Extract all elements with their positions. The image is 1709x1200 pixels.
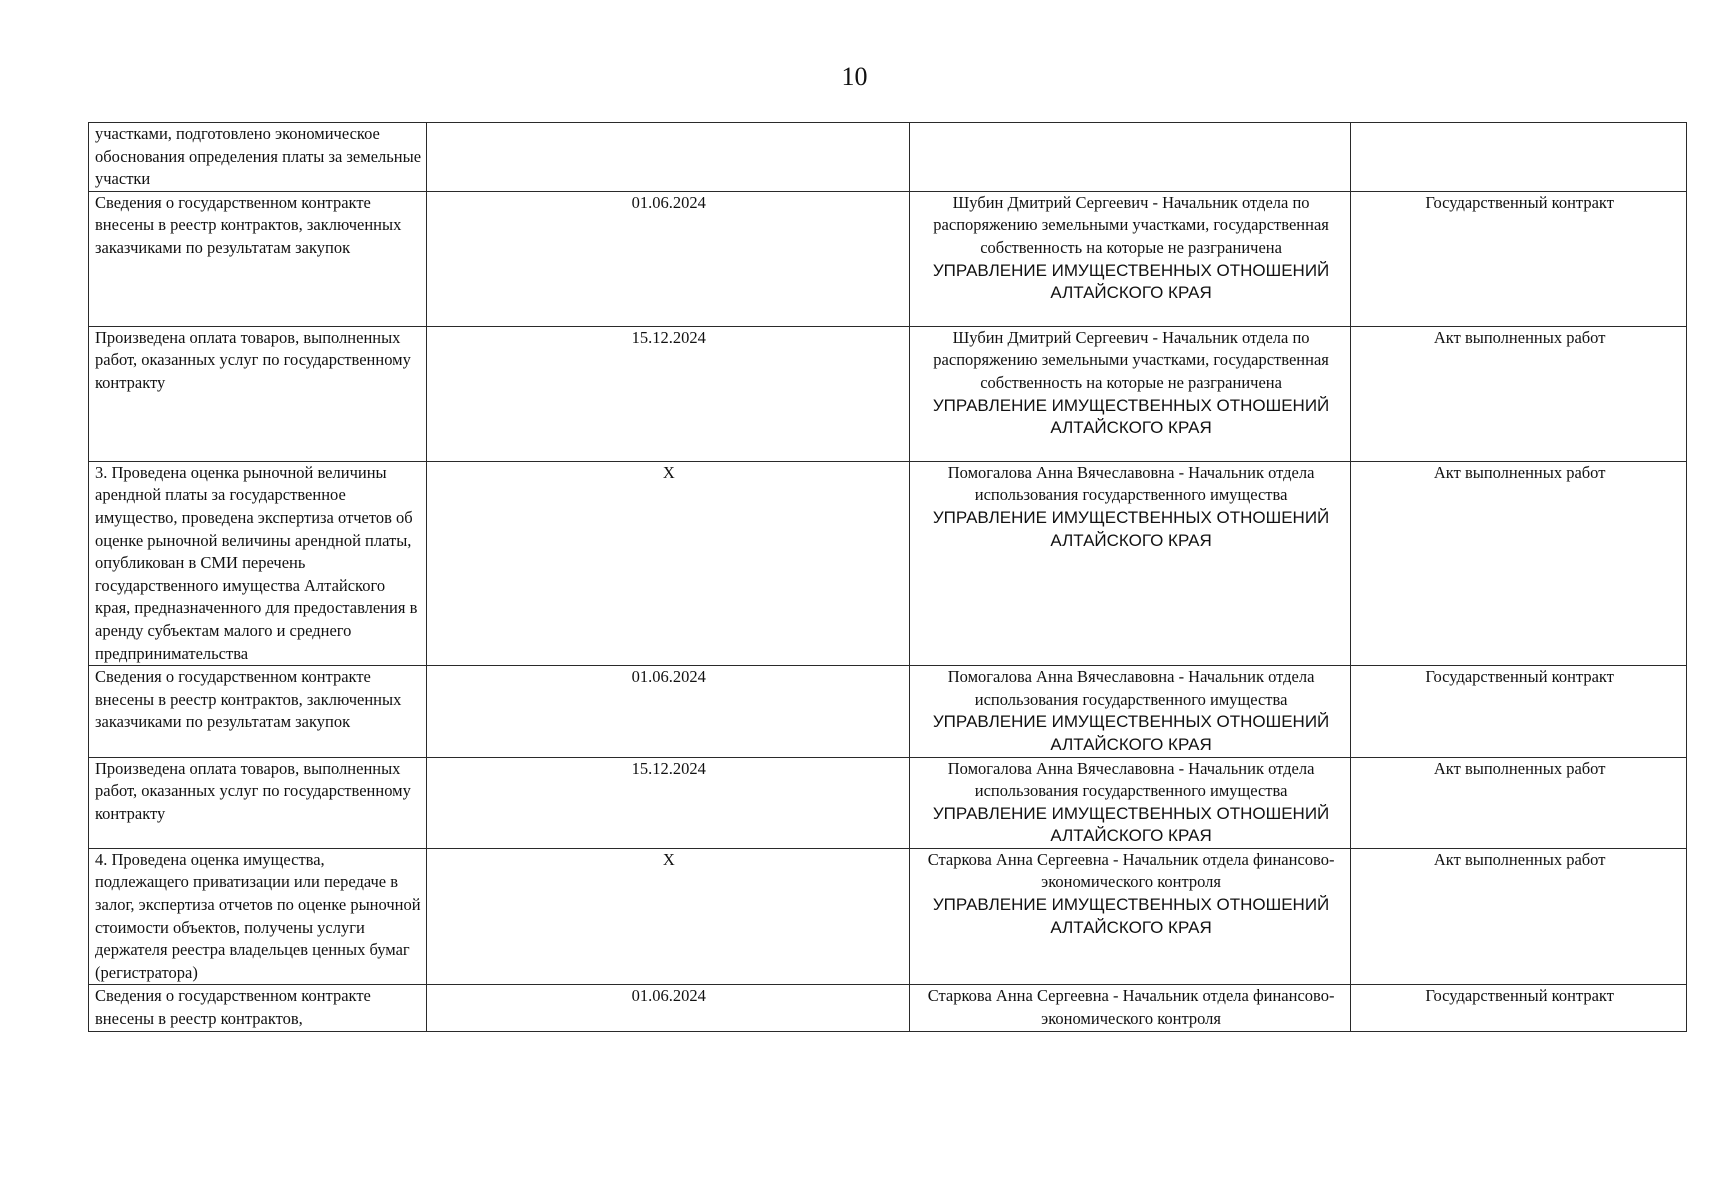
event-cell: 3. Проведена оценка рыночной величины арендной платы за государственное имущество, проведена экспертиза отчетов об оценке рыночной величины арендной платы, опубликован в СМИ перечень государственного имущества Алтайского края, предназначенного для предоставления в аренду субъектам малого и среднего предпринимательства — [89, 461, 427, 665]
date-cell: X — [426, 848, 909, 985]
document-cell: Акт выполненных работ — [1351, 326, 1687, 461]
table-row — [89, 757, 1687, 848]
document-cell — [1351, 123, 1687, 192]
responsible-org: УПРАВЛЕНИЕ ИМУЩЕСТВЕННЫХ ОТНОШЕНИЙ АЛТАЙСКОГО КРАЯ — [932, 712, 1330, 754]
date-cell: 01.06.2024 — [426, 985, 909, 1031]
responsible-name: Старкова Анна Сергеевна - Начальник отдела финансово-экономического контроля — [927, 849, 1335, 892]
table-row — [89, 666, 1687, 757]
table-row — [89, 985, 1687, 1031]
document-cell: Акт выполненных работ — [1351, 757, 1687, 848]
responsible-name: Помогалова Анна Вячеславовна - Начальник отдела использования государственного имущества — [947, 462, 1315, 505]
responsible-cell — [909, 757, 1350, 848]
responsible-org: УПРАВЛЕНИЕ ИМУЩЕСТВЕННЫХ ОТНОШЕНИЙ АЛТАЙСКОГО КРАЯ — [932, 507, 1330, 550]
event-cell: Сведения о государственном контракте внесены в реестр контрактов, — [89, 985, 427, 1031]
responsible-name: Помогалова Анна Вячеславовна - Начальник отдела использования государственного имущества — [947, 667, 1315, 709]
responsible-name: Шубин Дмитрий Сергеевич - Начальник отдела по распоряжению земельными участками, государственная собственность на которые не разграничена — [933, 327, 1329, 392]
responsible-cell — [909, 191, 1350, 326]
event-cell: Произведена оплата товаров, выполненных работ, оказанных услуг по государственному контракту — [89, 757, 427, 848]
responsible-cell — [909, 848, 1350, 985]
plan-table — [88, 122, 1687, 1032]
event-cell: Сведения о государственном контракте внесены в реестр контрактов, заключенных заказчиками по результатам закупок — [89, 666, 427, 757]
table-row — [89, 461, 1687, 665]
date-cell — [426, 123, 909, 192]
date-cell: 01.06.2024 — [426, 191, 909, 326]
date-cell: 15.12.2024 — [426, 326, 909, 461]
document-cell: Государственный контракт — [1351, 191, 1687, 326]
responsible-name: Помогалова Анна Вячеславовна - Начальник отдела использования государственного имущества — [947, 758, 1315, 801]
date-cell: 15.12.2024 — [426, 757, 909, 848]
responsible-cell — [909, 666, 1350, 757]
event-cell: 4. Проведена оценка имущества, подлежащего приватизации или передаче в залог, экспертиза отчетов по оценке рыночной стоимости объектов, получены услуги держателя реестра владельцев ценных бумаг (регистратора) — [89, 848, 427, 985]
table-row — [89, 326, 1687, 461]
date-cell: 01.06.2024 — [426, 666, 909, 757]
document-cell: Государственный контракт — [1351, 666, 1687, 757]
responsible-org: УПРАВЛЕНИЕ ИМУЩЕСТВЕННЫХ ОТНОШЕНИЙ АЛТАЙСКОГО КРАЯ — [932, 803, 1330, 846]
table-row — [89, 848, 1687, 985]
responsible-org: УПРАВЛЕНИЕ ИМУЩЕСТВЕННЫХ ОТНОШЕНИЙ АЛТАЙСКОГО КРАЯ — [932, 395, 1330, 438]
responsible-cell — [909, 326, 1350, 461]
responsible-org: УПРАВЛЕНИЕ ИМУЩЕСТВЕННЫХ ОТНОШЕНИЙ АЛТАЙСКОГО КРАЯ — [932, 260, 1330, 303]
event-cell: участками, подготовлено экономическое обоснования определения платы за земельные участки — [89, 123, 427, 192]
event-cell: Сведения о государственном контракте внесены в реестр контрактов, заключенных заказчиками по результатам закупок — [89, 191, 427, 326]
responsible-cell — [909, 461, 1350, 665]
document-cell: Акт выполненных работ — [1351, 848, 1687, 985]
document-cell: Государственный контракт — [1351, 985, 1687, 1031]
table-row — [89, 191, 1687, 326]
date-cell: X — [426, 461, 909, 665]
responsible-org: УПРАВЛЕНИЕ ИМУЩЕСТВЕННЫХ ОТНОШЕНИЙ АЛТАЙСКОГО КРАЯ — [932, 895, 1330, 937]
page-number: 10 — [841, 62, 868, 91]
responsible-cell — [909, 123, 1350, 192]
event-cell: Произведена оплата товаров, выполненных работ, оказанных услуг по государственному контракту — [89, 326, 427, 461]
table-row — [89, 123, 1687, 192]
responsible-cell — [909, 985, 1350, 1031]
document-cell: Акт выполненных работ — [1351, 461, 1687, 665]
responsible-name: Шубин Дмитрий Сергеевич - Начальник отдела по распоряжению земельными участками, государственная собственность на которые не разграничена — [933, 192, 1329, 257]
responsible-name: Старкова Анна Сергеевна - Начальник отдела финансово-экономического контроля — [927, 986, 1335, 1029]
